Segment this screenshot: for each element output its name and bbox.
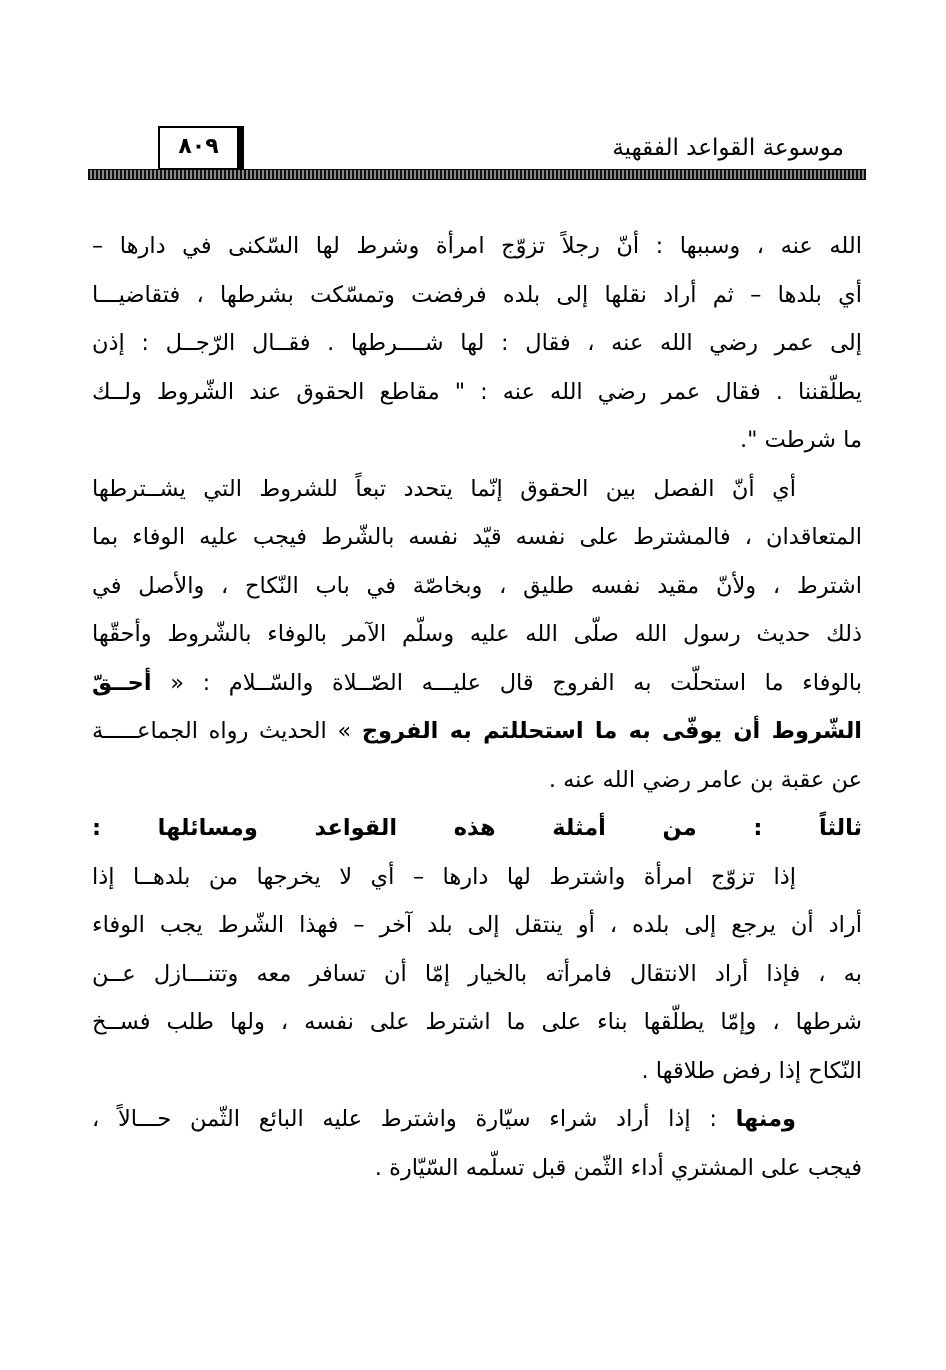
text-line: إذا تزوّج امرأة واشترط لها دارها – أي لا يخرجها من بلدهــا إذا	[92, 863, 796, 890]
text-segment: بالوفاء ما استحلّت به الفروج قال عليـــه الصّــلاة والسّــلام : «	[151, 669, 862, 696]
text-line: به ، فإذا أراد الانتقال فامرأته بالخيار إمّا أن تسافر معه وتتنـــازل عــن	[92, 960, 862, 987]
running-title: موسوعة القواعد الفقهية	[612, 135, 844, 161]
text-line: شرطها ، وإمّا يطلّقها بناء على ما اشترط على نفسه ، ولها طلب فســخ	[92, 1009, 862, 1035]
hadith-text: الشّروط أن يوفّى به ما استحللتم به الفروج	[361, 718, 862, 744]
page-number: ٨٠٩	[178, 134, 219, 159]
text-line: أراد أن يرجع إلى بلده ، أو ينتقل إلى بلد آخر – فهذا الشّرط يجب الوفاء	[92, 912, 862, 938]
example-label: ومنها	[735, 1106, 796, 1132]
text-line: ذلك حديث رسول الله صلّى الله عليه وسلّم الآمر بالوفاء بالشّروط وأحقّها	[92, 621, 862, 647]
text-segment: : إذا أراد شراء سيّارة واشترط عليه البائع الثّمن حـــالاً ،	[92, 1106, 736, 1132]
text-line: يطلّقننا . فقال عمر رضي الله عنه : " مقاطع الحقوق عند الشّروط ولــك	[92, 378, 862, 405]
text-segment: » الحديث رواه الجماعـــــة	[92, 718, 362, 744]
text-line	[92, 707, 862, 756]
text-line	[92, 659, 862, 708]
body-text	[92, 222, 862, 1192]
text-line: ما شرطت ".	[740, 427, 862, 453]
text-line: اشترط ، ولأنّ مقيد نفسه طليق ، وبخاصّة في باب النّكاح ، والأصل في	[92, 572, 862, 599]
text-line: أي أنّ الفصل بين الحقوق إنّما يتحدد تبعاً للشروط التي يشــترطها	[92, 475, 796, 502]
text-line: النّكاح إذا رفض طلاقها .	[641, 1057, 862, 1084]
page-header	[88, 120, 866, 182]
text-line: فيجب على المشتري أداء الثّمن قبل تسلّمه السّيّارة .	[374, 1154, 862, 1181]
text-line: المتعاقدان ، فالمشترط على نفسه قيّد نفسه بالشّرط فيجب عليه الوفاء بما	[92, 524, 862, 550]
text-line: الله عنه ، وسببها : أنّ رجلاً تزوّج امرأة وشرط لها السّكنى في دارها –	[92, 233, 862, 259]
header-rule	[88, 169, 866, 180]
text-line: إلى عمر رضي الله عنه ، فقال : لها شــــرطها . فقــال الرّجــل : إذن	[92, 330, 862, 356]
hadith-text: أحــقّ	[92, 669, 152, 696]
text-line	[92, 1095, 862, 1144]
section-heading: ثالثاً : من أمثلة هذه القواعد ومسائلها :	[92, 815, 862, 841]
page-number-box	[158, 126, 244, 170]
text-line: أي بلدها – ثم أراد نقلها إلى بلده فرفضت وتمسّكت بشرطها ، فتقاضيـــا	[92, 281, 862, 308]
text-line: عن عقبة بن عامر رضي الله عنه .	[548, 766, 862, 793]
